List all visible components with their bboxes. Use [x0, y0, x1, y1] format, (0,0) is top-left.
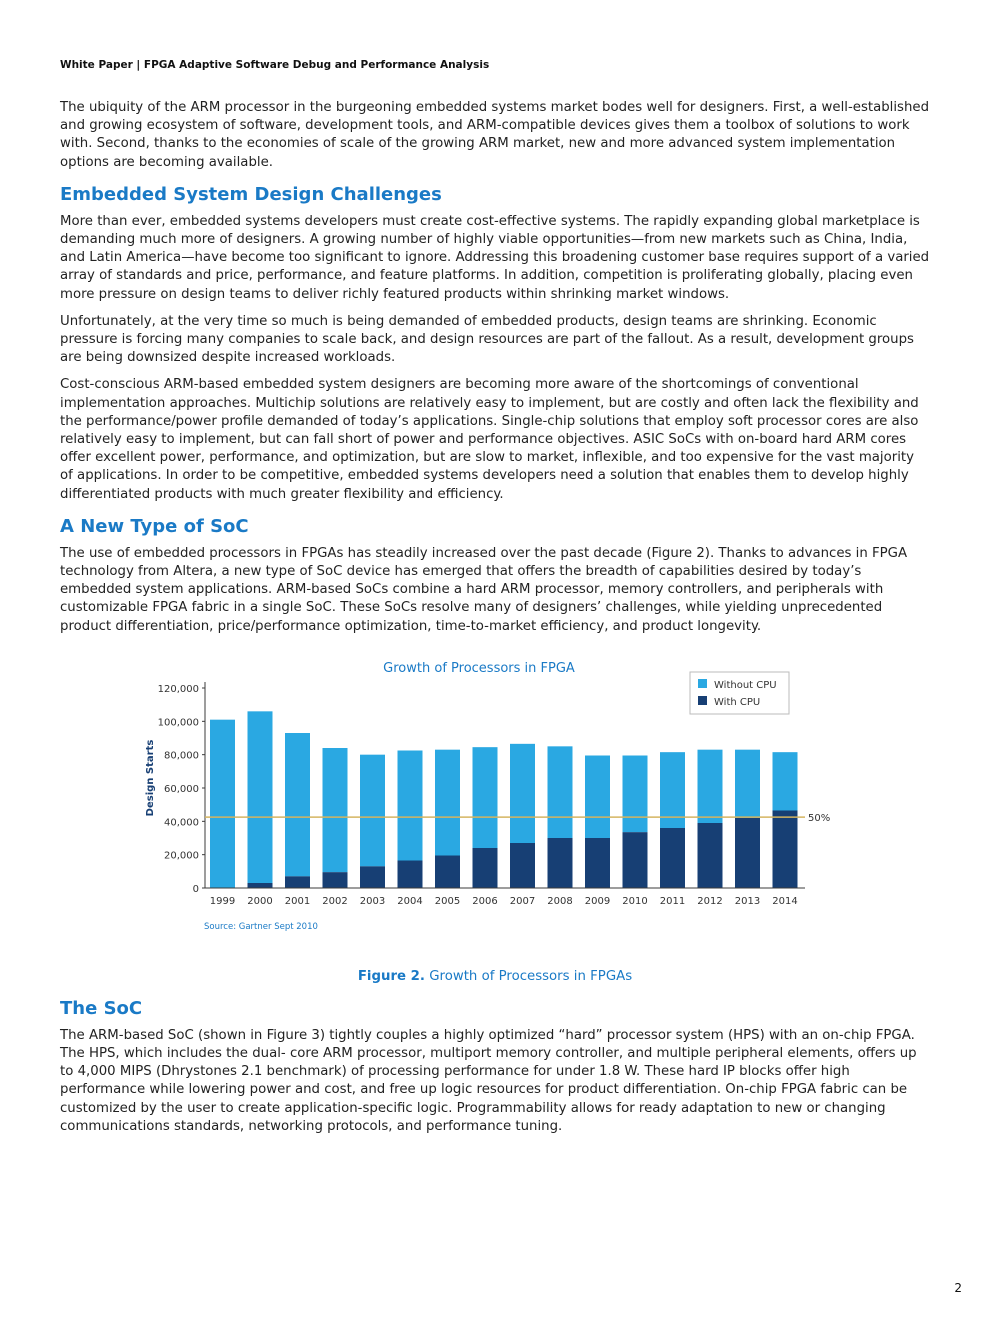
- x-tick-label: 2008: [547, 895, 573, 907]
- challenges-paragraph-1: More than ever, embedded systems developers must create cost-effective systems. The rapidly expanding global marketplace is demanding much more of designers. A growing number of highly viable opportunities—from new markets such as China, India, and Latin America—have become too significant to ignore. Addressing this broadening customer base requires support of a varied array of standards and price, performance, and feature platforms. In addition, competition is proliferating globally, placing even more pressure on design teams to deliver richly featured products within shrinking market windows.: [60, 213, 930, 302]
- figure-text: Growth of Processors in FPGAs: [424, 968, 633, 984]
- x-tick-label: 2001: [284, 895, 311, 907]
- bar-with-cpu: [285, 876, 310, 888]
- bar-without-cpu: [285, 733, 310, 876]
- bar-with-cpu: [398, 860, 423, 888]
- bar-with-cpu: [360, 866, 385, 888]
- x-tick-label: 2003: [359, 895, 386, 907]
- bar-without-cpu: [585, 755, 610, 838]
- page-number: 2: [954, 1281, 962, 1295]
- bar-with-cpu: [773, 810, 798, 888]
- bar-without-cpu: [210, 720, 235, 888]
- y-tick-label: 0: [192, 883, 199, 895]
- y-tick-label: 40,000: [164, 817, 199, 829]
- section-heading-challenges: Embedded System Design Challenges: [60, 183, 442, 205]
- bar-with-cpu: [435, 855, 460, 888]
- bar-with-cpu: [323, 872, 348, 888]
- bar-without-cpu: [398, 750, 423, 860]
- x-tick-label: 2006: [472, 895, 498, 907]
- x-tick-label: 2002: [322, 895, 348, 907]
- chart-container: [60, 648, 930, 968]
- bar-with-cpu: [248, 883, 273, 888]
- bar-without-cpu: [548, 746, 573, 838]
- section-heading-new-soc: A New Type of SoC: [60, 515, 249, 537]
- y-axis-label: Design Starts: [145, 739, 156, 817]
- x-tick-label: 2000: [247, 895, 273, 907]
- y-tick-label: 20,000: [164, 850, 199, 862]
- bar-without-cpu: [623, 755, 648, 832]
- x-tick-label: 2004: [397, 895, 423, 907]
- bar-without-cpu: [510, 744, 535, 843]
- legend-swatch-without-cpu: [698, 679, 707, 688]
- growth-chart: [60, 648, 930, 968]
- x-tick-label: 2014: [772, 895, 798, 907]
- y-tick-label: 120,000: [157, 683, 199, 695]
- bar-without-cpu: [773, 752, 798, 810]
- legend-label-with-cpu: With CPU: [714, 696, 761, 708]
- legend-swatch-with-cpu: [698, 696, 707, 705]
- y-tick-label: 80,000: [164, 750, 199, 762]
- section-heading-soc: The SoC: [60, 997, 143, 1019]
- x-tick-label: 2007: [509, 895, 536, 907]
- bar-with-cpu: [548, 838, 573, 888]
- soc-paragraph: The ARM-based SoC (shown in Figure 3) tightly couples a highly optimized “hard” processor system (HPS) with an on-chip FPGA. The HPS, which includes the dual- core ARM processor, multiport memory controller, and multiple peripheral elements, offers up to 4,000 MIPS (Dhrystones 2.1 benchmark) of processing performance for under 1.8 W. These hard IP blocks offer high performance while lowering power and cost, and free up logic resources for product differentiation. On-chip FPGA fabric can be customized by the user to create application-specific logic. Programmability allows for ready adaptation to new or changing communications standards, networking protocols, and performance tuning.: [60, 1027, 917, 1134]
- bar-without-cpu: [473, 747, 498, 848]
- bar-without-cpu: [735, 750, 760, 818]
- bar-without-cpu: [698, 750, 723, 823]
- legend-label-without-cpu: Without CPU: [714, 679, 777, 691]
- page-header: White Paper | FPGA Adaptive Software Debug and Performance Analysis: [60, 59, 490, 71]
- bar-with-cpu: [473, 848, 498, 888]
- bar-without-cpu: [248, 711, 273, 883]
- chart-title: Growth of Processors in FPGA: [383, 660, 575, 676]
- bar-with-cpu: [735, 818, 760, 888]
- y-tick-label: 100,000: [157, 717, 199, 729]
- x-tick-label: 2011: [659, 895, 686, 907]
- x-tick-label: 2010: [622, 895, 648, 907]
- bar-without-cpu: [323, 748, 348, 872]
- x-tick-label: 2012: [697, 895, 723, 907]
- x-tick-label: 2009: [584, 895, 611, 907]
- bar-without-cpu: [435, 750, 460, 856]
- bar-without-cpu: [360, 755, 385, 867]
- bar-with-cpu: [660, 828, 685, 888]
- intro-paragraph: The ubiquity of the ARM processor in the burgeoning embedded systems market bodes well for designers. First, a well-established and growing ecosystem of software, development tools, and ARM-compatible devices gives them a toolbox of solutions to work with. Second, thanks to the economies of scale of the growing ARM market, new and more advanced system implementation options are becoming available.: [60, 100, 930, 170]
- new-soc-paragraph: The use of embedded processors in FPGAs has steadily increased over the past decade (Figure 2). Thanks to advances in FPGA technology from Altera, a new type of SoC device has emerged that offers the breadth of capabilities desired by today’s embedded system applications. ARM-based SoCs combine a hard ARM processor, memory controllers, and peripherals with customizable FPGA fabric in a single SoC. These SoCs resolve many of designers’ challenges, while yielding unprecedented product differentiation, price/performance optimization, time-to-market efficiency, and product longevity.: [60, 545, 908, 634]
- x-tick-label: 2013: [734, 895, 761, 907]
- figure-caption: [60, 968, 930, 986]
- x-tick-label: 2005: [434, 895, 461, 907]
- bar-with-cpu: [585, 838, 610, 888]
- reference-line-label: 50%: [808, 813, 831, 825]
- bar-with-cpu: [698, 823, 723, 888]
- figure-label: Figure 2.: [357, 968, 425, 984]
- x-tick-label: 1999: [209, 895, 236, 907]
- chart-source: Source: Gartner Sept 2010: [204, 921, 318, 932]
- bar-with-cpu: [623, 832, 648, 888]
- y-tick-label: 60,000: [164, 783, 199, 795]
- bar-with-cpu: [510, 843, 535, 888]
- document-body: [60, 99, 930, 1145]
- challenges-paragraph-2: Unfortunately, at the very time so much is being demanded of embedded products, design teams are shrinking. Economic pressure is forcing many companies to scale back, and design resources are part of the fallout. As a result, development groups are being downsized despite increased workloads.: [60, 313, 914, 366]
- challenges-paragraph-3: Cost-conscious ARM-based embedded system designers are becoming more aware of the shortcomings of conventional implementation approaches. Multichip solutions are relatively easy to implement, but are costly and often lack the flexibility and the performance/power profile demanded of today’s applications. Single-chip solutions that employ soft processor cores are also relatively easy to implement, but can fall short of power and performance objectives. ASIC SoCs with on-board hard ARM cores offer excellent power, performance, and optimization, but are slow to market, inflexible, and too expensive for the vast majority of applications. In order to be competitive, embedded systems developers need a solution that enables them to develop highly differentiated products with much greater flexibility and efficiency.: [60, 377, 919, 502]
